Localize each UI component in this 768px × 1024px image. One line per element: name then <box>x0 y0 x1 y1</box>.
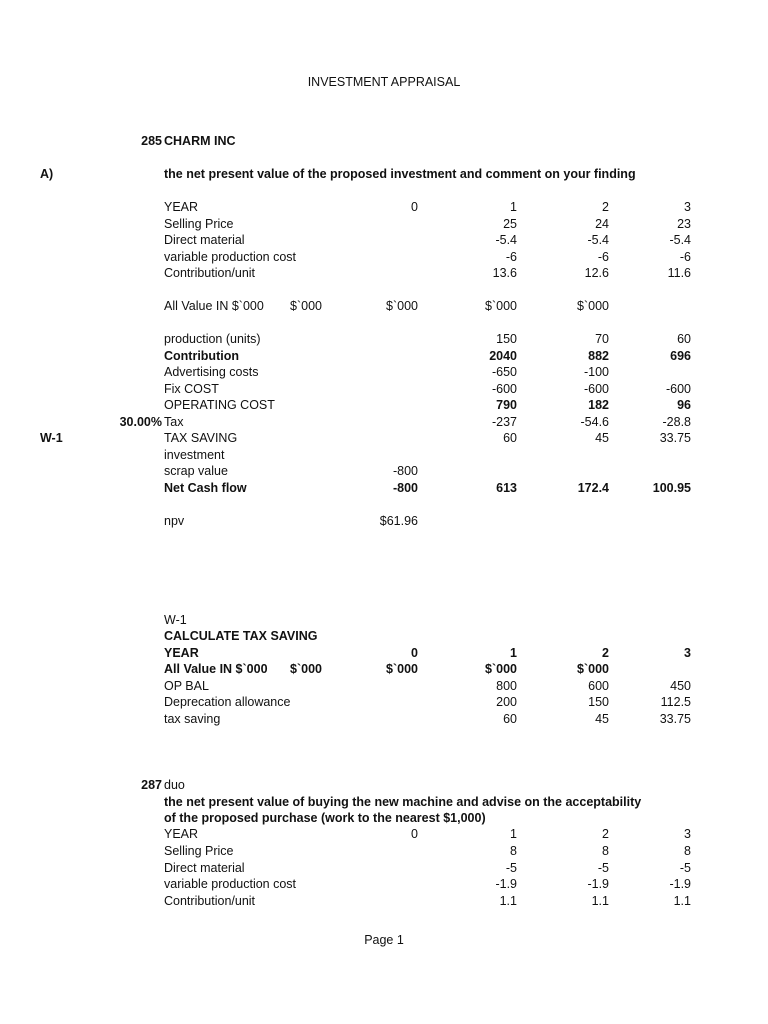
cell-year3-col: 33.75 <box>659 712 691 726</box>
cell-year1-col: 1 <box>510 646 517 660</box>
cell-year2-col: 2 <box>602 646 609 660</box>
cell-year1-col: 8 <box>510 844 517 858</box>
cell-year2-col: 1.1 <box>591 894 609 908</box>
sheet-row <box>0 612 768 629</box>
cell-year3-col: -600 <box>665 382 691 396</box>
cell-year0-col: 0 <box>411 827 418 841</box>
sheet-row <box>0 678 768 695</box>
cell-year2-col: 600 <box>588 679 609 693</box>
cell-year2-col: 70 <box>595 332 609 346</box>
sheet-row <box>0 166 768 183</box>
cell-year2-col: $`000 <box>577 299 609 313</box>
cell-year2-col: -5 <box>597 861 609 875</box>
cell-year1-col: -5 <box>505 861 517 875</box>
cell-description-col: Deprecation allowance <box>164 695 291 709</box>
page-number: Page 1 <box>364 933 404 947</box>
cell-year1-col: 790 <box>496 398 517 412</box>
sheet-row <box>0 265 768 282</box>
cell-year1-col: 150 <box>496 332 517 346</box>
cell-year2-col: 2 <box>602 200 609 214</box>
cell-description-col: investment <box>164 448 225 462</box>
sheet-row <box>0 430 768 447</box>
cell-description-col: variable production cost <box>164 250 297 264</box>
cell-year2-col: 8 <box>602 844 609 858</box>
cell-rate-col: 285 <box>141 134 162 148</box>
cell-year3-col: -28.8 <box>662 415 691 429</box>
cell-unit-col: $`000 <box>290 299 322 313</box>
sheet-row <box>0 381 768 398</box>
cell-year2-col: 150 <box>588 695 609 709</box>
cell-year1-col: 800 <box>496 679 517 693</box>
cell-label-col: W-1 <box>40 431 63 445</box>
cell-description-col: Direct material <box>164 861 245 875</box>
sheet-row <box>0 364 768 381</box>
sheet-row <box>0 298 768 315</box>
cell-description-col: YEAR <box>164 646 199 660</box>
cell-year2-col: -100 <box>583 365 609 379</box>
cell-year2-col: 24 <box>595 217 609 231</box>
cell-year2-col: -1.9 <box>587 877 609 891</box>
cell-rate-col: 30.00% <box>119 415 162 429</box>
sheet-row <box>0 711 768 728</box>
cell-description-col: tax saving <box>164 712 221 726</box>
cell-year3-col: 33.75 <box>659 431 691 445</box>
cell-year1-col: 1 <box>510 200 517 214</box>
sheet-row <box>0 810 768 827</box>
cell-description-col: All Value IN $`000 <box>164 299 264 313</box>
sheet-row <box>0 513 768 530</box>
cell-description-col: Net Cash flow <box>164 481 247 495</box>
cell-year1-col: 60 <box>503 712 517 726</box>
cell-description-col: CHARM INC <box>164 134 236 148</box>
cell-description-col: YEAR <box>164 827 199 841</box>
cell-year1-col: 13.6 <box>492 266 517 280</box>
cell-year3-col: 8 <box>684 844 691 858</box>
sheet-row <box>0 645 768 662</box>
sheet-row <box>0 447 768 464</box>
cell-description-col: W-1 <box>164 613 187 627</box>
sheet-row <box>0 794 768 811</box>
cell-year2-col: 2 <box>602 827 609 841</box>
cell-year1-col: 60 <box>503 431 517 445</box>
sheet-row <box>0 694 768 711</box>
sheet-row <box>0 893 768 910</box>
cell-year1-col: -600 <box>491 382 517 396</box>
cell-year0-col: -800 <box>392 464 418 478</box>
cell-description-col: Tax <box>164 415 184 429</box>
cell-year2-col: -600 <box>583 382 609 396</box>
sheet-row <box>0 860 768 877</box>
cell-description-col: Selling Price <box>164 217 234 231</box>
cell-year1-col: 1.1 <box>499 894 517 908</box>
cell-description-col: variable production cost <box>164 877 297 891</box>
sheet-row <box>0 463 768 480</box>
sheet-row <box>0 843 768 860</box>
sheet-row <box>0 628 768 645</box>
cell-description-col: OPERATING COST <box>164 398 275 412</box>
cell-year1-col: 200 <box>496 695 517 709</box>
sheet-row <box>0 348 768 365</box>
cell-year0-col: -800 <box>392 481 418 495</box>
cell-year1-col: 25 <box>503 217 517 231</box>
cell-description-col: Contribution/unit <box>164 266 256 280</box>
cell-description-col: Contribution <box>164 349 239 363</box>
cell-year1-col: -650 <box>491 365 517 379</box>
cell-description-col: Contribution/unit <box>164 894 256 908</box>
cell-year2-col: 882 <box>588 349 609 363</box>
cell-year2-col: 172.4 <box>577 481 609 495</box>
cell-year3-col: 112.5 <box>660 695 691 709</box>
cell-year3-col: 96 <box>677 398 691 412</box>
cell-year0-col: 0 <box>411 646 418 660</box>
cell-description-col: Fix COST <box>164 382 219 396</box>
cell-year0-col: $`000 <box>386 299 418 313</box>
cell-rate-col: 287 <box>141 778 162 792</box>
cell-year3-col: -1.9 <box>669 877 691 891</box>
cell-description-col: Direct material <box>164 233 245 247</box>
cell-year2-col: 12.6 <box>584 266 609 280</box>
cell-year1-col: -237 <box>491 415 517 429</box>
cell-year1-col: 1 <box>510 827 517 841</box>
cell-year3-col: -6 <box>679 250 691 264</box>
cell-year2-col: $`000 <box>577 662 609 676</box>
cell-year2-col: -5.4 <box>587 233 609 247</box>
sheet-row <box>0 826 768 843</box>
cell-year1-col: -5.4 <box>495 233 517 247</box>
sheet-row <box>0 133 768 150</box>
cell-label-col: A) <box>40 167 54 181</box>
cell-unit-col: $`000 <box>290 662 322 676</box>
cell-description-col: duo <box>164 778 185 792</box>
cell-year3-col: 450 <box>670 679 691 693</box>
cell-year2-col: 45 <box>595 431 609 445</box>
sheet-row <box>0 414 768 431</box>
cell-description-col: npv <box>164 514 185 528</box>
cell-year3-col: 3 <box>684 200 691 214</box>
cell-year2-col: -54.6 <box>580 415 609 429</box>
cell-year3-col: 11.6 <box>667 266 691 280</box>
cell-year3-col: 3 <box>684 646 691 660</box>
cell-year1-col: -1.9 <box>495 877 517 891</box>
cell-year3-col: 1.1 <box>673 894 691 908</box>
cell-year1-col: 2040 <box>489 349 517 363</box>
sheet-row <box>0 480 768 497</box>
cell-year3-col: 3 <box>684 827 691 841</box>
cell-year2-col: 45 <box>595 712 609 726</box>
sheet-row <box>0 397 768 414</box>
cell-description-col: scrap value <box>164 464 228 478</box>
cell-year1-col: $`000 <box>485 662 517 676</box>
cell-year3-col: 23 <box>677 217 691 231</box>
cell-description-col: YEAR <box>164 200 199 214</box>
sheet-row <box>0 331 768 348</box>
cell-year3-col: 100.95 <box>652 481 691 495</box>
cell-year1-col: $`000 <box>485 299 517 313</box>
cell-year3-col: 60 <box>677 332 691 346</box>
cell-year1-col: -6 <box>505 250 517 264</box>
cell-description-col: the net present value of the proposed investment and comment on your finding <box>164 167 636 181</box>
sheet-row <box>0 777 768 794</box>
cell-year0-col: 0 <box>411 200 418 214</box>
cell-year2-col: -6 <box>597 250 609 264</box>
cell-year1-col: 613 <box>496 481 517 495</box>
cell-description-col: production (units) <box>164 332 261 346</box>
cell-year3-col: 696 <box>670 349 691 363</box>
sheet-row <box>0 249 768 266</box>
cell-year0-col: $61.96 <box>379 514 418 528</box>
page-title: INVESTMENT APPRAISAL <box>307 75 461 89</box>
cell-description-col: of the proposed purchase (work to the nearest $1,000) <box>164 811 486 825</box>
sheet-row <box>0 232 768 249</box>
cell-description-col: the net present value of buying the new machine and advise on the acceptability <box>164 795 642 809</box>
cell-year2-col: 182 <box>588 398 609 412</box>
cell-year3-col: -5 <box>679 861 691 875</box>
cell-description-col: Advertising costs <box>164 365 259 379</box>
cell-description-col: Selling Price <box>164 844 234 858</box>
cell-year0-col: $`000 <box>386 662 418 676</box>
cell-description-col: OP BAL <box>164 679 209 693</box>
sheet-row <box>0 199 768 216</box>
cell-description-col: TAX SAVING <box>164 431 238 445</box>
sheet-row <box>0 876 768 893</box>
sheet-row <box>0 661 768 678</box>
sheet-row <box>0 216 768 233</box>
cell-description-col: All Value IN $`000 <box>164 662 268 676</box>
cell-year3-col: -5.4 <box>669 233 691 247</box>
cell-description-col: CALCULATE TAX SAVING <box>164 629 318 643</box>
